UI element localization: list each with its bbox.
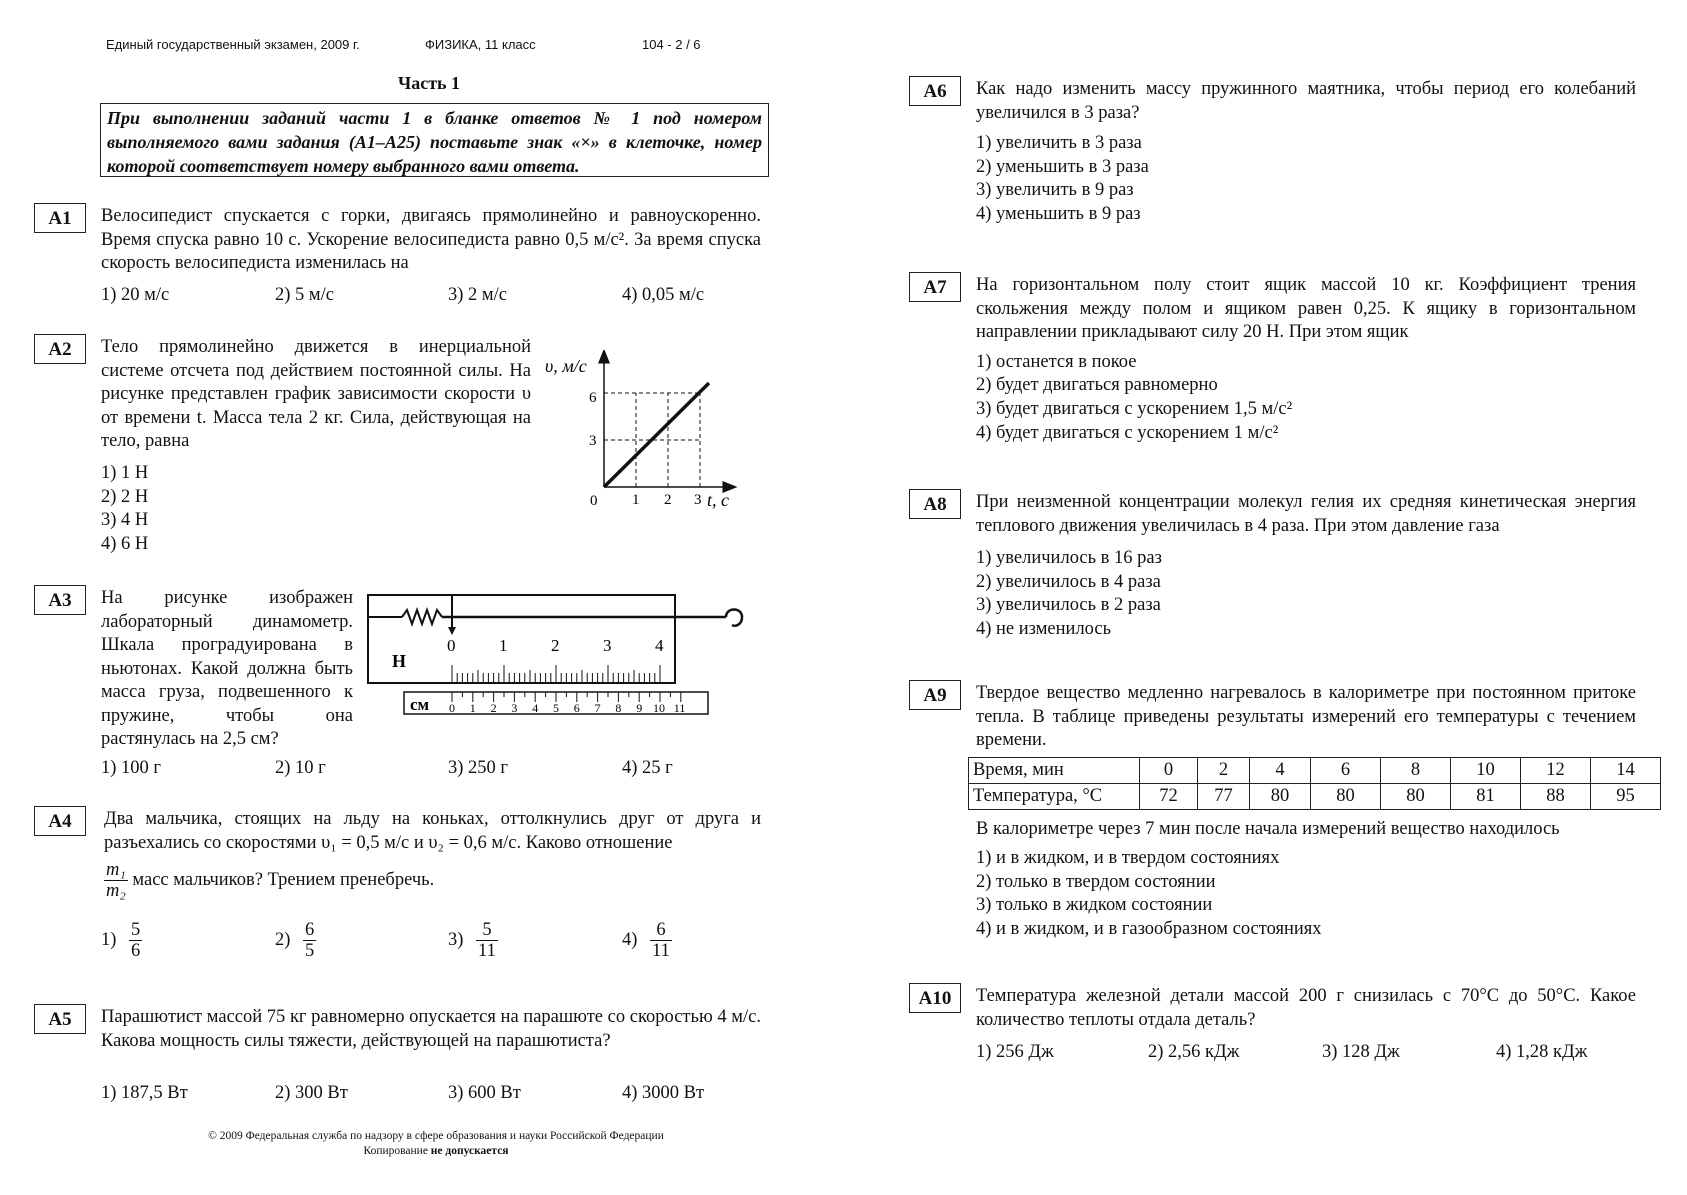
- question-number-a9: А9: [909, 680, 961, 710]
- instructions-box: При выполнении заданий части 1 в бланке ответов № 1 под номером выполняемого вами задания (А1–А25) поставьте знак «×» в клеточке, номер которой соответствует номеру выбранного вами ответа.: [100, 103, 769, 177]
- option[interactable]: 4) и в жидком, и в газообразном состояниях: [976, 919, 1322, 939]
- svg-text:0: 0: [447, 636, 456, 655]
- table-row: Время, мин 0 2 4 6 8 10 12 14: [969, 758, 1661, 784]
- cm-label: 6: [573, 701, 580, 715]
- option[interactable]: 2) 300 Вт: [275, 1083, 348, 1103]
- option[interactable]: 3) увеличилось в 2 раза: [976, 595, 1161, 615]
- question-number-a5: А5: [34, 1004, 86, 1034]
- option[interactable]: 3) 250 г: [448, 758, 508, 778]
- option[interactable]: 1) 1 Н: [101, 463, 149, 483]
- option[interactable]: 1) 100 г: [101, 758, 161, 778]
- question-text-a8: При неизменной концентрации молекул гелия их средняя кинетическая энергия теплового движения увеличилась в 4 раза. При этом давление газа: [976, 492, 1636, 536]
- question-number-a10: А10: [909, 983, 961, 1013]
- option[interactable]: 2) 5 м/с: [275, 285, 334, 305]
- question-number-a4: А4: [34, 806, 86, 836]
- question-text-a10: Температура железной детали массой 200 г снизилась с 70°C до 50°C. Какое количество теплоты отдала деталь?: [976, 986, 1636, 1030]
- option[interactable]: 4) 1,28 кДж: [1496, 1042, 1588, 1062]
- option[interactable]: 2) $\frac{6}{5}$: [275, 920, 315, 962]
- question-text-a7: На горизонтальном полу стоит ящик массой 10 кг. Коэффициент трения скольжения между полом и ящиком равен 0,25. К ящику в горизонтальном направлении прикладывают силу 20 Н. При этом ящик: [976, 275, 1636, 342]
- cm-label: 1: [469, 701, 476, 715]
- cm-label: 11: [673, 701, 686, 715]
- question-text-a4-cont: масс мальчиков? Трением пренебречь.: [132, 870, 435, 891]
- option[interactable]: 1) останется в покое: [976, 352, 1137, 372]
- option[interactable]: 2) увеличилось в 4 раза: [976, 572, 1161, 592]
- cm-label: 7: [594, 701, 601, 715]
- option[interactable]: 1) 20 м/с: [101, 285, 170, 305]
- table-row-label: Время, мин: [969, 758, 1140, 784]
- tick-y6: 6: [589, 390, 597, 406]
- origin-label: 0: [590, 493, 598, 509]
- svg-text:4: 4: [655, 636, 664, 655]
- ratio-numerator: m₁: [106, 860, 126, 880]
- option[interactable]: 4) 6 Н: [101, 534, 149, 554]
- copy-notice: Копирование не допускается: [363, 1145, 509, 1157]
- newton-scale-ticks: [452, 665, 660, 683]
- question-text-a9: Твердое вещество медленно нагревалось в калориметре при постоянном притоке тепла. В таблице приведены результаты измерений его температуры с течением времени.: [976, 683, 1636, 750]
- cm-label: 4: [532, 701, 539, 715]
- option[interactable]: 3) 600 Вт: [448, 1083, 521, 1103]
- question-text-a6: Как надо изменить массу пружинного маятника, чтобы период его колебаний увеличился в 3 раза?: [976, 79, 1636, 123]
- svg-text:2: 2: [551, 636, 560, 655]
- question-text-a3: На рисунке изображен лабораторный динамометр. Шкала проградуирована в ньютонах. Какой должна быть масса груза, подвешенного к пружине, чтобы она растянулась на 2,5 см?: [101, 588, 353, 749]
- option[interactable]: 2) только в твердом состоянии: [976, 872, 1216, 892]
- cm-label: 8: [615, 701, 622, 715]
- dynamometer-body: [368, 595, 675, 683]
- question-text-a2: Тело прямолинейно движется в инерциальной системе отсчета под действием постоянной силы. На рисунке представлен график зависимости скорости υ от времени t. Масса тела 2 кг. Сила, действующая на тело, равна: [101, 337, 531, 451]
- part-title: Часть 1: [398, 73, 461, 93]
- question-number-a7: А7: [909, 272, 961, 302]
- cm-label: 9: [636, 701, 643, 715]
- y-axis-label: υ, м/с: [545, 356, 587, 376]
- cm-label: 5: [553, 701, 559, 715]
- option[interactable]: 3) 2 м/с: [448, 285, 507, 305]
- tick-x1: 1: [632, 492, 640, 508]
- velocity-line: [604, 383, 709, 487]
- cm-label: 2: [490, 701, 497, 715]
- option[interactable]: 4) уменьшить в 9 раз: [976, 204, 1141, 224]
- option[interactable]: 2) 10 г: [275, 758, 326, 778]
- svg-text:1: 1: [499, 636, 508, 655]
- option[interactable]: 4) не изменилось: [976, 619, 1112, 639]
- option[interactable]: 1) 256 Дж: [976, 1042, 1054, 1062]
- question-number-a6: А6: [909, 76, 961, 106]
- question-number-a1: А1: [34, 203, 86, 233]
- subject: ФИЗИКА, 11 класс: [425, 37, 536, 52]
- table-row: Температура, °C 72 77 80 80 80 81 88 95: [969, 784, 1661, 810]
- question-number-a8: А8: [909, 489, 961, 519]
- page-number: 104 - 2 / 6: [642, 37, 701, 52]
- option[interactable]: 2) 2,56 кДж: [1148, 1042, 1240, 1062]
- copyright: © 2009 Федеральная служба по надзору в сфере образования и науки Российской Федерации: [208, 1130, 664, 1142]
- option[interactable]: 1) 187,5 Вт: [101, 1083, 188, 1103]
- question-text-a4: Два мальчика, стоящих на льду на коньках, оттолкнулись друг от друга и разъехались со скоростями υ₁ = 0,5 м/с и υ₂ = 0,6 м/с. Каково отношение: [104, 809, 761, 853]
- cm-unit: см: [410, 695, 430, 714]
- cm-scale-labels: [449, 701, 685, 715]
- question-number-a3: А3: [34, 585, 86, 615]
- temperature-table: [968, 757, 1661, 810]
- cm-scale-ticks: [452, 692, 681, 702]
- ratio-denominator: m₂: [106, 881, 126, 902]
- option[interactable]: 3) увеличить в 9 раз: [976, 180, 1134, 200]
- option[interactable]: 1) увеличилось в 16 раз: [976, 548, 1162, 568]
- question-text-a9-cont: В калориметре через 7 мин после начала измерений вещество находилось: [976, 819, 1560, 839]
- tick-x2: 2: [664, 492, 672, 508]
- option[interactable]: 3) 4 Н: [101, 510, 149, 530]
- dynamometer-figure: [360, 585, 760, 725]
- exam-title: Единый государственный экзамен, 2009 г.: [106, 37, 360, 52]
- newton-unit: Н: [392, 651, 407, 671]
- option[interactable]: 1) и в жидком, и в твердом состояниях: [976, 848, 1280, 868]
- option[interactable]: 2) будет двигаться равномерно: [976, 375, 1218, 395]
- option[interactable]: 3) $\frac{5}{11}$: [448, 920, 496, 962]
- option[interactable]: 2) уменьшить в 3 раза: [976, 157, 1149, 177]
- svg-text:3: 3: [603, 636, 612, 655]
- spring: [402, 610, 442, 624]
- x-axis-label: t, с: [707, 490, 729, 510]
- option[interactable]: 4) 0,05 м/с: [622, 285, 705, 305]
- option[interactable]: 3) только в жидком состоянии: [976, 895, 1213, 915]
- option[interactable]: 2) 2 Н: [101, 487, 149, 507]
- option[interactable]: 1) $\frac{5}{6}$: [101, 920, 141, 962]
- option[interactable]: 4) будет двигаться с ускорением 1 м/с²: [976, 423, 1279, 443]
- tick-x3: 3: [694, 492, 702, 508]
- option[interactable]: 3) 128 Дж: [1322, 1042, 1400, 1062]
- option[interactable]: 4) 25 г: [622, 758, 673, 778]
- option[interactable]: 3) будет двигаться с ускорением 1,5 м/с²: [976, 399, 1293, 419]
- cm-label: 10: [653, 701, 665, 715]
- question-text-a1: Велосипедист спускается с горки, двигаясь прямолинейно и равноускоренно. Время спуска равно 10 с. Ускорение велосипедиста равно 0,5 м/с². За время спуска скорость велосипедиста изменилась на: [101, 206, 761, 273]
- cm-label: 3: [511, 701, 518, 715]
- velocity-graph: [540, 350, 740, 520]
- option[interactable]: 4) 3000 Вт: [622, 1083, 705, 1103]
- cm-label: 0: [449, 701, 455, 715]
- mass-ratio-line: [104, 860, 434, 902]
- hook: [726, 610, 742, 626]
- option[interactable]: 1) увеличить в 3 раза: [976, 133, 1142, 153]
- newton-scale-labels: [447, 636, 664, 655]
- option[interactable]: 4) $\frac{6}{11}$: [622, 920, 670, 962]
- tick-y3: 3: [589, 433, 597, 449]
- table-row-label: Температура, °C: [969, 784, 1140, 810]
- question-text-a5: Парашютист массой 75 кг равномерно опускается на парашюте со скоростью 4 м/с. Какова мощность силы тяжести, действующей на парашютиста?: [101, 1007, 761, 1051]
- question-number-a2: А2: [34, 334, 86, 364]
